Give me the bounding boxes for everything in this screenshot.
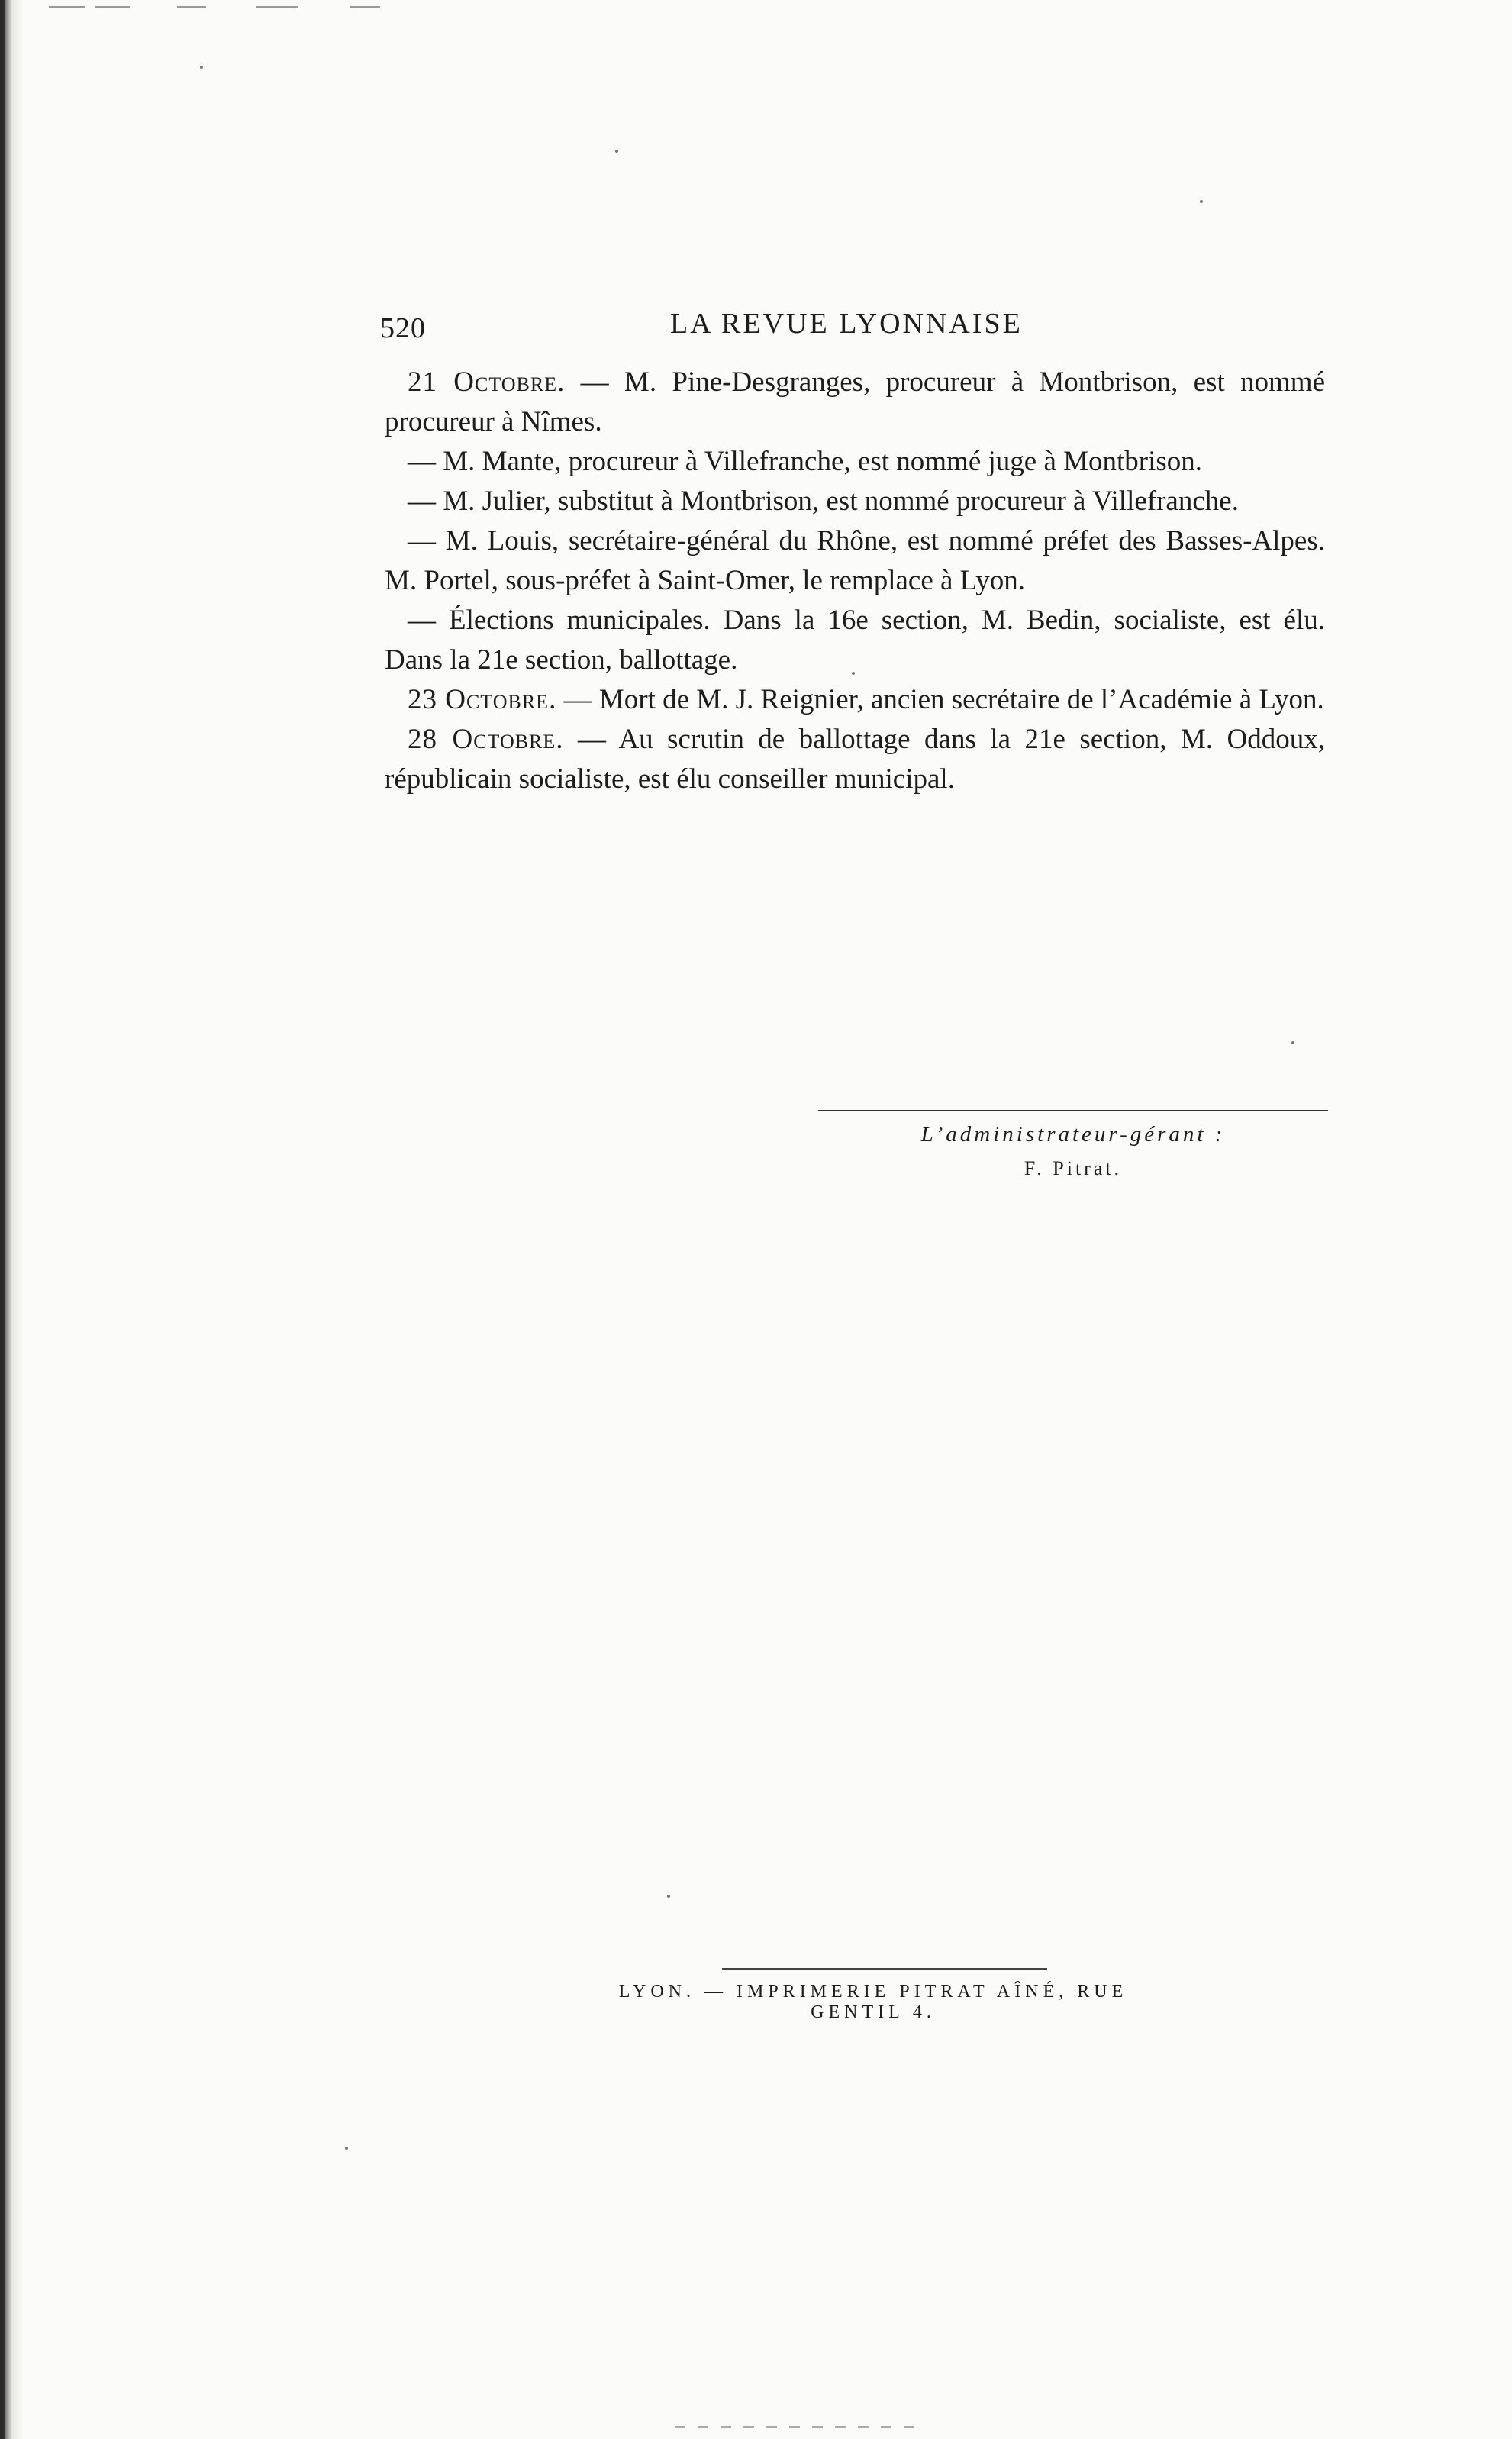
- running-title: LA REVUE LYONNAISE: [670, 308, 1023, 340]
- scan-artifact-rule: [256, 6, 298, 8]
- chronicle-entry: [385, 482, 1325, 521]
- signature-title: L’administrateur-gérant :: [920, 1122, 1226, 1147]
- scan-speck: [615, 150, 618, 153]
- scan-artifact-dash: [904, 2426, 914, 2428]
- entry-date: 28 Octobre.: [408, 724, 564, 755]
- printer-imprint: LYON. — IMPRIMERIE PITRAT AÎNÉ, RUE GENTIL 4.: [618, 1982, 1128, 2022]
- page-number: 520: [380, 312, 426, 344]
- signature-rule: [818, 1110, 1328, 1111]
- entry-text: — M. Mante, procureur à Villefranche, est nommé juge à Montbrison.: [408, 446, 1203, 477]
- entry-text: — M. Pine-Desgranges, procureur à Montbrison, est nommé procureur à Nîmes.: [385, 366, 1325, 437]
- entry-text: — M. Louis, secrétaire-général du Rhône, est nommé préfet des Basses-Alpes. M. Portel, sous-préfet à Saint-Omer, le remplace à Lyon.: [385, 525, 1325, 596]
- scan-speck: [200, 66, 203, 69]
- imprint-rule: [722, 1968, 1047, 1970]
- chronicle-entry: [385, 521, 1325, 601]
- page-header: [380, 308, 1343, 351]
- scan-speck: [852, 672, 855, 675]
- chronicle-entry: [385, 680, 1325, 720]
- entry-text: — Élections municipales. Dans la 16e section, M. Bedin, socialiste, est élu. Dans la 21e section, ballottage.: [385, 605, 1325, 676]
- scan-artifact-dash: [721, 2426, 731, 2428]
- chronicle-entry: [385, 442, 1325, 482]
- signature-name: F. Pitrat.: [1024, 1157, 1123, 1179]
- chronicle-entry: [385, 720, 1325, 799]
- entry-date: 21 Octobre.: [408, 366, 566, 398]
- scan-artifact-dash: [766, 2426, 777, 2428]
- entry-text: — M. Julier, substitut à Montbrison, est nommé procureur à Villefranche.: [408, 486, 1239, 517]
- page-binding-edge: [0, 0, 24, 2439]
- scan-artifact-dash: [789, 2426, 800, 2428]
- scan-artifact-rule: [49, 6, 85, 8]
- scan-artifact-dash: [835, 2426, 846, 2428]
- scan-artifact-dash: [858, 2426, 869, 2428]
- scan-artifact-rule: [95, 6, 130, 8]
- scan-speck: [345, 2147, 348, 2150]
- scan-speck: [1200, 200, 1203, 203]
- scan-artifact-dash: [881, 2426, 891, 2428]
- entry-date: 23 Octobre.: [408, 684, 557, 715]
- scan-artifact-dash: [743, 2426, 754, 2428]
- entry-text: — Mort de M. J. Reignier, ancien secrétaire de l’Académie à Lyon.: [556, 684, 1324, 715]
- chronicle-entry: [385, 363, 1325, 442]
- scan-artifact-dash: [812, 2426, 823, 2428]
- scan-speck: [667, 1895, 670, 1898]
- chronicle-text: [385, 363, 1325, 799]
- scan-artifact-rule: [350, 6, 380, 8]
- scan-artifact-dash: [698, 2426, 708, 2428]
- scan-artifact-dash: [675, 2426, 685, 2428]
- entry-text: — Au scrutin de ballottage dans la 21e section, M. Oddoux, républicain socialiste, est élu conseiller municipal.: [385, 724, 1325, 795]
- scan-artifact-rule: [177, 6, 206, 8]
- scan-speck: [1291, 1041, 1294, 1044]
- chronicle-entry: [385, 601, 1325, 680]
